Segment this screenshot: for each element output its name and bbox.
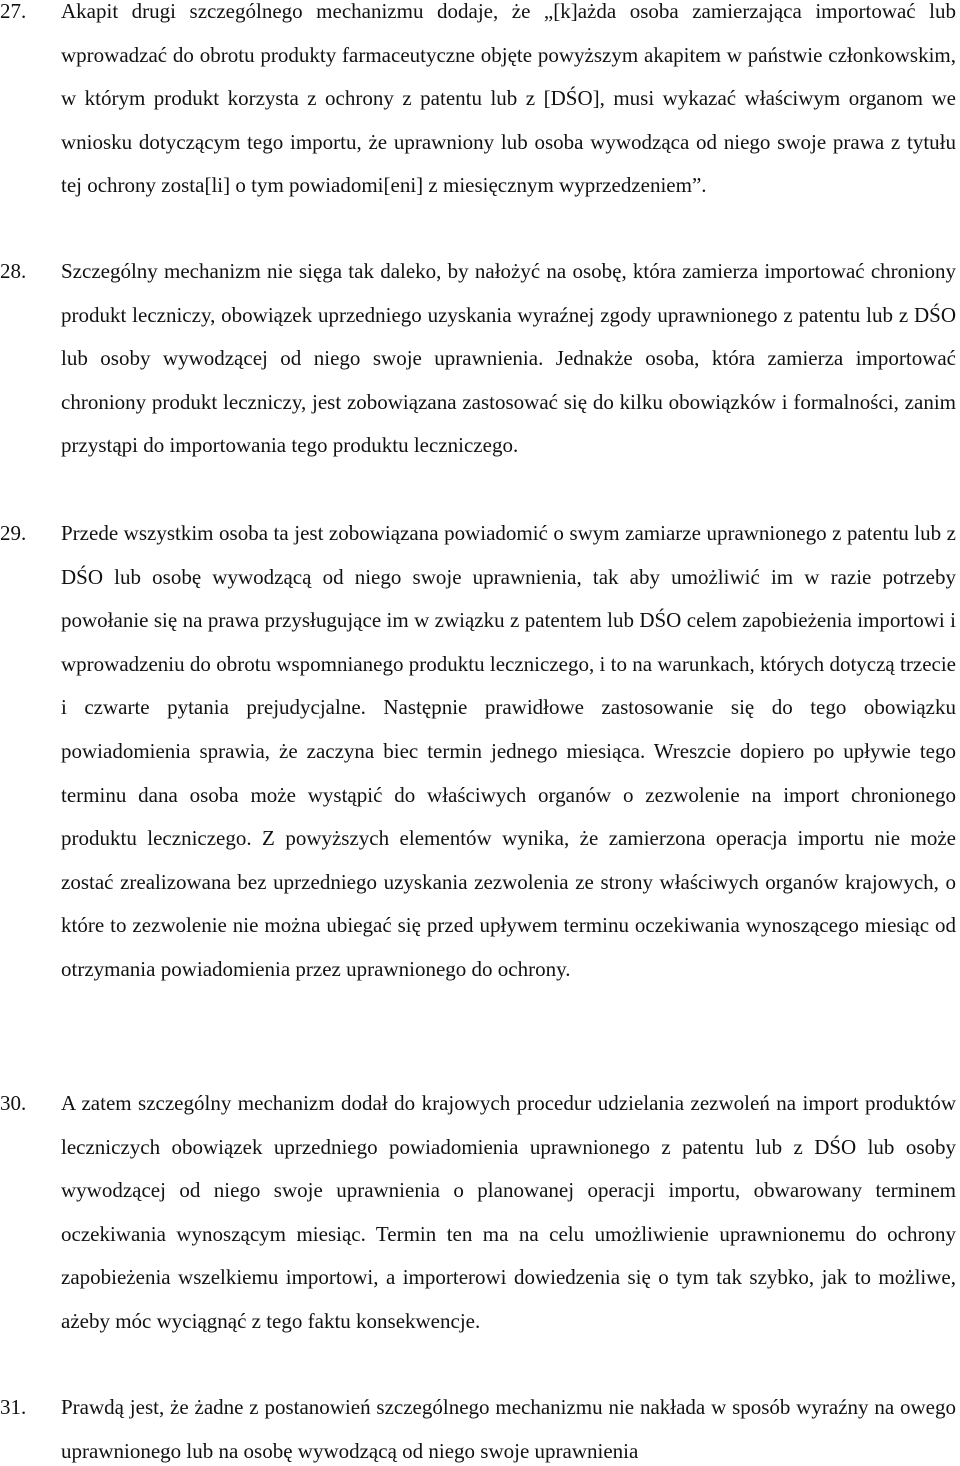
paragraph-31 [0, 1386, 960, 1466]
paragraph-number: 28. [0, 259, 27, 283]
paragraph-number: 27. [0, 0, 27, 23]
paragraph-text: Szczególny mechanizm nie sięga tak daleko, by nałożyć na osobę, która zamierza importować chroniony produkt leczniczy, obowiązek uprzedniego uzyskania wyraźnej zgody uprawnionego z patentu lub z DŚO lub osoby wywodzącej od niego swoje uprawnienia. Jednakże osoba, która zamierza importować chroniony produkt leczniczy, jest zobowiązana zastosować się do kilku obowiązków i formalności, zanim przystąpi do importowania tego produktu leczniczego. [61, 259, 956, 458]
paragraph-28 [0, 250, 960, 468]
paragraph-number: 31. [0, 1395, 27, 1419]
paragraph-number: 30. [0, 1091, 27, 1115]
paragraph-text: Akapit drugi szczególnego mechanizmu dodaje, że „[k]ażda osoba zamierzająca importować lub wprowadzać do obrotu produkty farmaceutyczne objęte powyższym akapitem w państwie członkowskim, w którym produkt korzysta z ochrony z patentu lub z [DŚO], musi wykazać właściwym organom we wniosku dotyczącym tego importu, że uprawniony lub osoba wywodząca od niego swoje prawa z tytułu tej ochrony zosta[li] o tym powiadomi[eni] z miesięcznym wyprzedzeniem”. [61, 0, 956, 198]
paragraph-27 [0, 0, 960, 208]
paragraph-30 [0, 1082, 960, 1344]
paragraph-29 [0, 512, 960, 992]
paragraph-text: A zatem szczególny mechanizm dodał do krajowych procedur udzielania zezwoleń na import produktów leczniczych obowiązek uprzedniego powiadomienia uprawnionego z patentu lub z DŚO lub osoby wywodzącej od niego swoje uprawnienia o planowanej operacji importu, obwarowany terminem oczekiwania wynoszącym miesiąc. Termin ten ma na celu umożliwienie uprawnionemu do ochrony zapobieżenia wszelkiemu importowi, a importerowi dowiedzenia się o tym tak szybko, jak to możliwe, ażeby móc wyciągnąć z tego faktu konsekwencje. [61, 1091, 956, 1333]
paragraph-text: Prawdą jest, że żadne z postanowień szczególnego mechanizmu nie nakłada w sposób wyraźny na owego uprawnionego lub na osobę wywodzącą od niego swoje uprawnienia [61, 1395, 956, 1463]
paragraph-number: 29. [0, 521, 27, 545]
paragraph-text: Przede wszystkim osoba ta jest zobowiązana powiadomić o swym zamiarze uprawnionego z patentu lub z DŚO lub osobę wywodzącą od niego swoje uprawnienia, tak aby umożliwić im w razie potrzeby powołanie się na prawa przysługujące im w związku z patentem lub DŚO celem zapobieżenia importowi i wprowadzeniu do obrotu wspomnianego produktu leczniczego, i to na warunkach, których dotyczą trzecie i czwarte pytania prejudycjalne. Następnie prawidłowe zastosowanie się do tego obowiązku powiadomienia sprawia, że zaczyna biec termin jednego miesiąca. Wreszcie dopiero po upływie tego terminu dana osoba może wystąpić do właściwych organów o zezwolenie na import chronionego produktu leczniczego. Z powyższych elementów wynika, że zamierzona operacja importu nie może zostać zrealizowana bez uprzedniego uzyskania zezwolenia ze strony właściwych organów krajowych, o które to zezwolenie nie można ubiegać się przed upływem terminu oczekiwania wynoszącego miesiąc od otrzymania powiadomienia przez uprawnionego do ochrony. [61, 521, 956, 981]
